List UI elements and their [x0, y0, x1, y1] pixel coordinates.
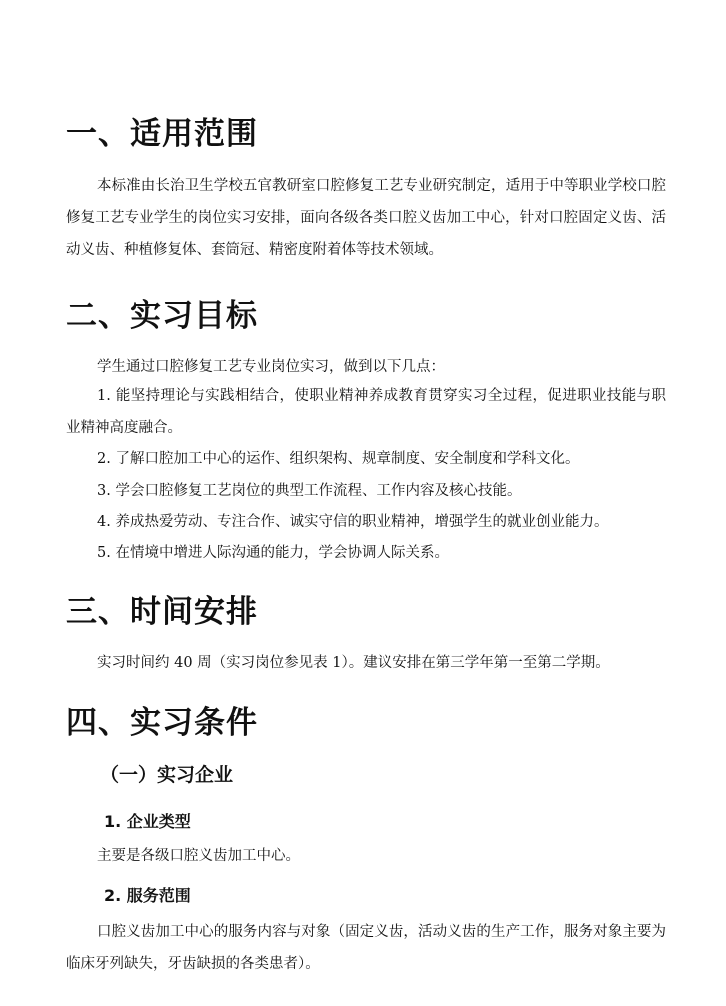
subsection-heading-enterprise: （一）实习企业 — [100, 764, 234, 786]
scope-paragraph: 本标准由长治卫生学校五官教研室口腔修复工艺专业研究制定，适用于中等职业学校口腔修复工艺专业学生的岗位实习安排，面向各级各类口腔义齿加工中心，针对口腔固定义齿、活动义齿、种植修复体、套筒冠、精密度附着体等技术领域。 — [66, 178, 666, 258]
subsubsection-heading-service: 2. 服务范围 — [104, 886, 191, 905]
section-heading-goals: 二、实习目标 — [66, 298, 258, 334]
goals-intro: 学生通过口腔修复工艺专业岗位实习，做到以下几点： — [97, 359, 445, 375]
enterprise-type-paragraph: 主要是各级口腔义齿加工中心。 — [97, 848, 300, 864]
goal-item-3: 3. 学会口腔修复工艺岗位的典型工作流程、工作内容及核心技能。 — [97, 483, 522, 499]
service-scope-paragraph: 口腔义齿加工中心的服务内容与对象（固定义齿，活动义齿的生产工作，服务对象主要为临床牙列缺失，牙齿缺损的各类患者）。 — [66, 924, 666, 972]
goal-item-4: 4. 养成热爱劳动、专注合作、诚实守信的职业精神，增强学生的就业创业能力。 — [97, 514, 609, 530]
section-heading-scope: 一、适用范围 — [66, 116, 258, 152]
section-heading-schedule: 三、时间安排 — [66, 594, 258, 630]
schedule-paragraph: 实习时间约 40 周（实习岗位参见表 1）。建议安排在第三学年第一至第二学期。 — [97, 655, 610, 671]
section-heading-conditions: 四、实习条件 — [66, 705, 258, 741]
goal-item-5: 5. 在情境中增进人际沟通的能力，学会协调人际关系。 — [97, 545, 449, 561]
goal-item-1: 1. 能坚持理论与实践相结合，使职业精神养成教育贯穿实习全过程，促进职业技能与职业精神高度融合。 — [66, 388, 666, 436]
subsubsection-heading-type: 1. 企业类型 — [104, 812, 191, 831]
goal-item-2: 2. 了解口腔加工中心的运作、组织架构、规章制度、安全制度和学科文化。 — [97, 451, 580, 467]
